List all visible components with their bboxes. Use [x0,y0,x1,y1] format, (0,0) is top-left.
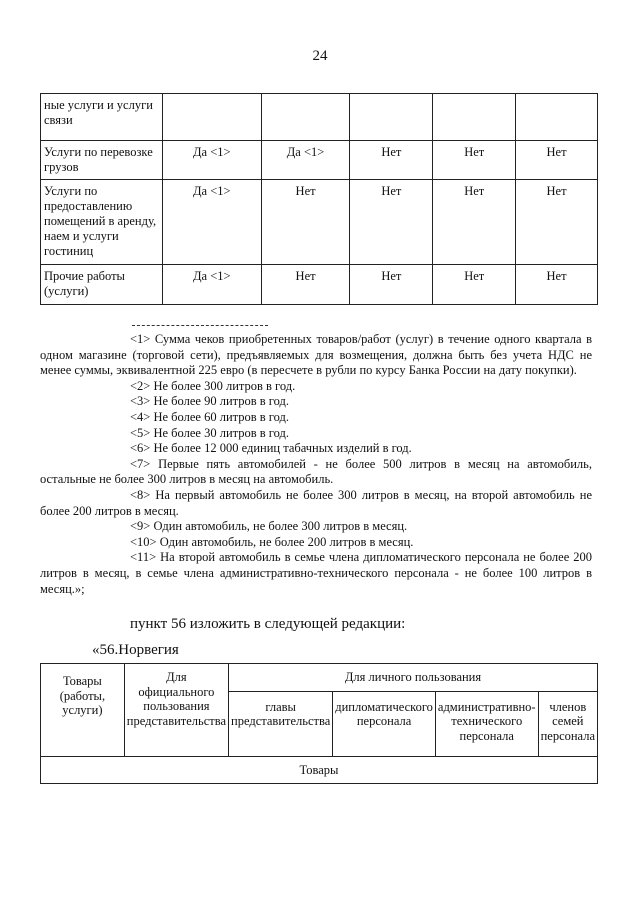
footnote: <1> Сумма чеков приобретенных товаров/работ (услуг) в течение одного квартала в одном магазине (торговой сети), предъявляемых для возмещения, должна быть без учета НДС не менее суммы, эквивалентной 225 евро (в пересчете в рубли по курсу Банка России на дату покупки). [40,332,592,378]
footnote: <10> Один автомобиль, не более 200 литров в месяц. [130,534,414,549]
page-number: 24 [312,48,328,64]
table-cell: Нет [433,265,516,305]
table-cell: Нет [516,141,598,180]
header-goods: Товары (работы, услуги) [41,664,125,757]
table-cell [433,94,516,141]
header-official-use: Для официального пользования представительства [124,664,228,757]
table-cell: Нет [261,180,350,265]
footnotes [40,322,592,597]
table-cell: Нет [350,180,433,265]
table-cell [261,94,350,141]
footnote: <4> Не более 60 литров в год. [130,409,289,424]
table-cell: Нет [261,265,350,305]
table-cell: Да <1> [261,141,350,180]
goods-row: Товары [41,756,598,784]
norway-table [40,663,598,784]
table-cell: Нет [433,180,516,265]
row-label: Прочие работы (услуги) [41,265,163,305]
table-cell: Нет [350,141,433,180]
table-cell [162,94,261,141]
table-cell: Нет [350,265,433,305]
row-label: Услуги по перевозке грузов [41,141,163,180]
table-cell: Да <1> [162,265,261,305]
table-cell [350,94,433,141]
table-row [41,141,598,180]
footnote: <7> Первые пять автомобилей - не более 500 литров в месяц на автомобиль, остальные не более 300 литров в месяц на автомобиль. [40,456,592,487]
amendment-text: пункт 56 изложить в следующей редакции: [130,616,406,632]
footnote: <6> Не более 12 000 единиц табачных изделий в год. [130,441,412,456]
table-cell: Нет [433,141,516,180]
table-row [41,94,598,141]
row-label: Услуги по предоставлению помещений в аренду, наем и услуги гостиниц [41,180,163,265]
table-row [41,180,598,265]
table-cell: Да <1> [162,141,261,180]
table-row [41,265,598,305]
footnote: <11> На второй автомобиль в семье члена дипломатического персонала не более 200 литров в месяц, в семье члена административно-технического персонала - не более 100 литров в месяц.»; [40,550,592,596]
footnote: <3> Не более 90 литров в год. [130,394,289,409]
header-head-of-mission: главы представительства [229,691,333,756]
section-title: «56.Норвегия [92,642,179,658]
footnote: <2> Не более 300 литров в год. [130,378,296,393]
table-cell: Нет [516,180,598,265]
footnote: <9> Один автомобиль, не более 300 литров в месяц. [130,519,408,534]
table-cell: Нет [516,265,598,305]
header-diplomatic-staff: дипломатического персонала [333,691,436,756]
header-family-members: членов семей персонала [538,691,597,756]
footnote: <5> Не более 30 литров в год. [130,425,289,440]
row-label: ные услуги и услуги связи [41,94,163,141]
header-admin-tech-staff: административно-технического персонала [435,691,538,756]
table-cell [516,94,598,141]
footnote: <8> На первый автомобиль не более 300 литров в месяц, на второй автомобиль не более 200 литров в месяц. [40,487,592,518]
header-personal-use: Для личного пользования [229,664,598,692]
services-table [40,93,598,305]
table-cell: Да <1> [162,180,261,265]
